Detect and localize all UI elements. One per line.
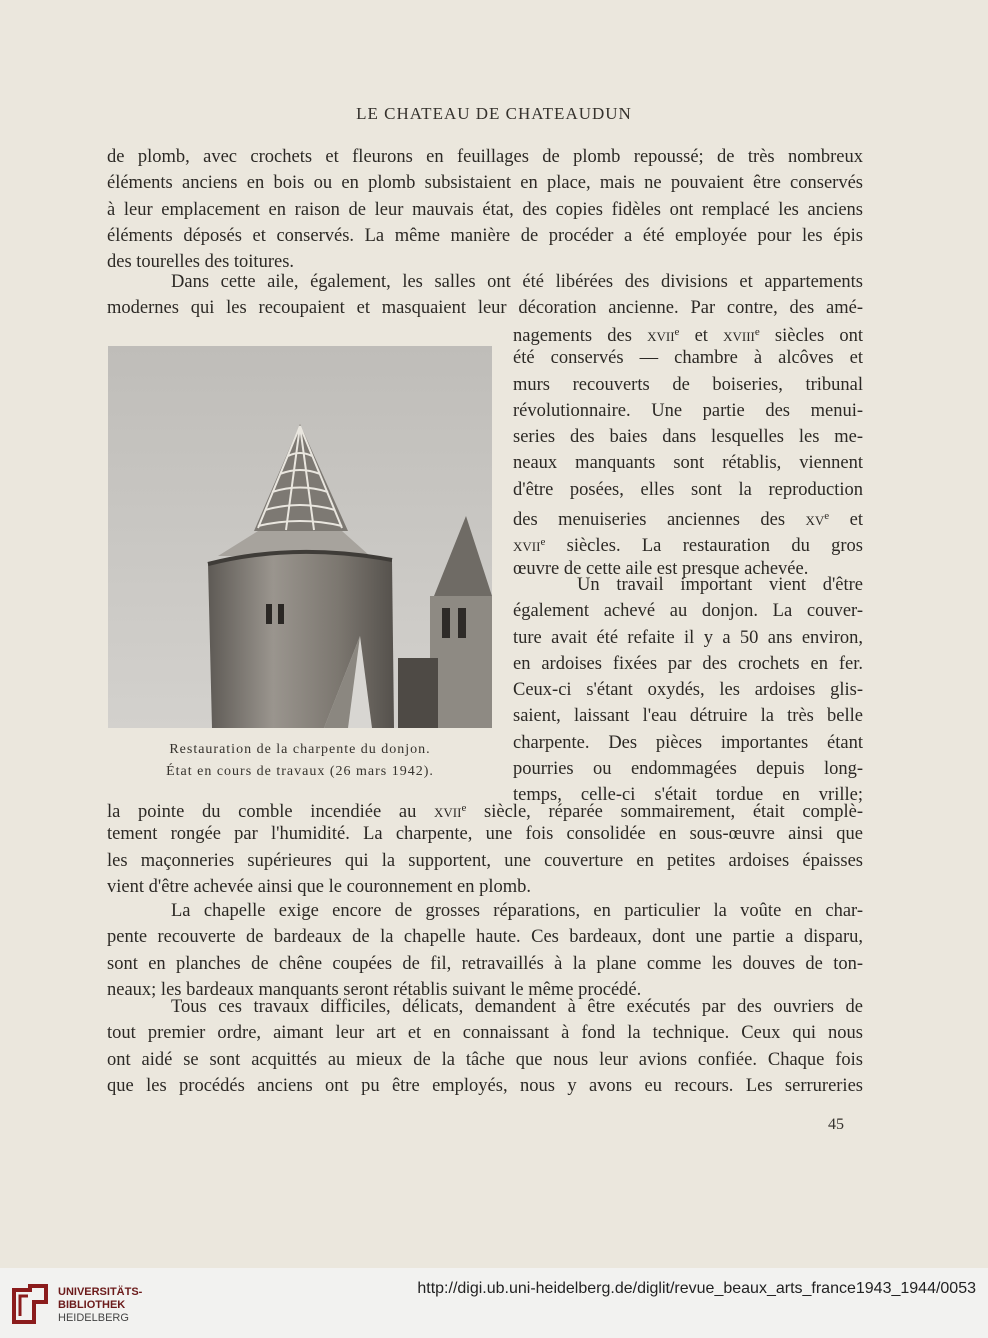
text-line: Tous ces travaux difficiles, délicats, demandent à être exécutés par des ouvriers de: [171, 997, 863, 1017]
text-line: temps, celle-ci s'était tordue en vrille;: [513, 785, 863, 806]
text-line: tement rongée par l'humidité. La charpente, une fois consolidée en sous-œuvre ainsi que: [107, 824, 863, 845]
paragraph-3-narrow: [513, 572, 863, 809]
paragraph-2-full: [107, 269, 863, 322]
paragraph-4: [107, 898, 863, 1003]
text-line: éléments déposés et conservés. La même manière de procéder a été employée pour les épis: [107, 225, 863, 246]
text-line: en ardoises fixées par des crochets en fer.: [513, 653, 863, 674]
text-line: que les procédés anciens ont pu être employés, nous y avons eu recours. Les serrureries: [107, 1075, 863, 1096]
text-line: ture avait été refaite il y a 50 ans environ,: [513, 627, 863, 648]
text-line: murs recouverts de boiseries, tribunal: [513, 374, 863, 395]
text-line: été conservés — chambre à alcôves et: [513, 348, 863, 369]
text-line: œuvre de cette aile est presque achevée.: [513, 558, 809, 579]
paragraph-3-full: [107, 795, 863, 900]
text-line: Un travail important vient d'être: [577, 575, 863, 595]
logo-line-1: UNIVERSITÄTS-: [58, 1286, 143, 1298]
text-line: sont en planches de chêne coupées de fil, retravaillés à la plane comme les douves de ton-: [107, 953, 863, 974]
paragraph-1: [107, 144, 863, 275]
text-line: Dans cette aile, également, les salles ont été libérées des divisions et appartements: [171, 272, 863, 292]
library-logo-text: [58, 1286, 142, 1325]
text-line: des menuiseries anciennes des $xv^e$ et: [513, 510, 863, 530]
text-line: saient, laissant l'eau détruire la très belle: [513, 706, 863, 727]
photo-caption-line-2: État en cours de travaux (26 mars 1942).: [166, 764, 434, 779]
text-line: d'être posées, elles sont la reproduction: [513, 479, 863, 500]
page-number: 45: [828, 1116, 844, 1133]
text-line: tout premier ordre, aimant leur art et en connaissant à fond la technique. Ceux qui nous: [107, 1023, 863, 1044]
text-line: La chapelle exige encore de grosses réparations, en particulier la voûte en char-: [171, 901, 863, 921]
photo-caption-line-1: Restauration de la charpente du donjon.: [169, 742, 431, 757]
text-line: charpente. Des pièces importantes étant: [513, 732, 863, 753]
text-line: également achevé au donjon. La couver-: [513, 601, 863, 622]
text-line: neaux; les bardeaux manquants seront rétablis suivant le même procédé.: [107, 979, 642, 1000]
source-url-link[interactable]: http://digi.ub.uni-heidelberg.de/diglit/revue_beaux_arts_france1943_1944/0053: [417, 1280, 976, 1297]
text-line: révolutionnaire. Une partie des menui-: [513, 400, 863, 421]
text-line: modernes qui les recoupaient et masquaient leur décoration ancienne. Par contre, des amé-: [107, 298, 863, 319]
text-line: la pointe du comble incendiée au xvii$^e$ siècle, réparée sommairement, était complè-: [107, 802, 863, 822]
text-line: ont aidé se sont acquittés au mieux de la tâche que nous leur avions confiée. Chaque fois: [107, 1049, 863, 1070]
text-line: des tourelles des toitures.: [107, 252, 295, 273]
text-line: neaux manquants sont rétablis, viennent: [513, 453, 863, 474]
text-line: series des baies dans lesquelles les me-: [513, 427, 863, 448]
text-line: les maçonneries supérieures qui la supportent, une couverture en petites ardoises épaisses: [107, 850, 863, 871]
logo-line-2: BIBLIOTHEK: [58, 1299, 126, 1311]
running-head: LE CHATEAU DE CHATEAUDUN: [356, 104, 632, 123]
logo-line-3: HEIDELBERG: [58, 1312, 129, 1324]
text-line: à leur emplacement en raison de leur mauvais état, des copies fidèles ont remplacé les anciens: [107, 199, 863, 220]
text-line: vient d'être achevée ainsi que le couronnement en plomb.: [107, 876, 532, 897]
text-line: pourries ou endommagées depuis long-: [513, 759, 863, 780]
library-footer: [0, 1268, 988, 1338]
donjon-photograph: [108, 346, 492, 728]
text-line: pente recouverte de bardeaux de la chapelle haute. Ces bardeaux, dont une partie a disparu,: [107, 927, 863, 948]
text-line: xvii$^e$ siècles. La restauration du gros: [513, 536, 863, 556]
text-line: éléments anciens en bois ou en plomb subsistaient en place, mais ne pouvaient être conservés: [107, 173, 863, 194]
paragraph-2-narrow: [513, 319, 863, 582]
library-logo-icon: [10, 1282, 50, 1328]
text-line: nagements des xvii$^e$ et xviii$^e$ siècles ont: [513, 326, 863, 346]
text-line: de plomb, avec crochets et fleurons en feuillages de plomb repoussé; de très nombreux: [107, 147, 863, 167]
paragraph-5: [107, 994, 863, 1099]
text-line: Ceux-ci s'étant oxydés, les ardoises glis-: [513, 680, 863, 701]
